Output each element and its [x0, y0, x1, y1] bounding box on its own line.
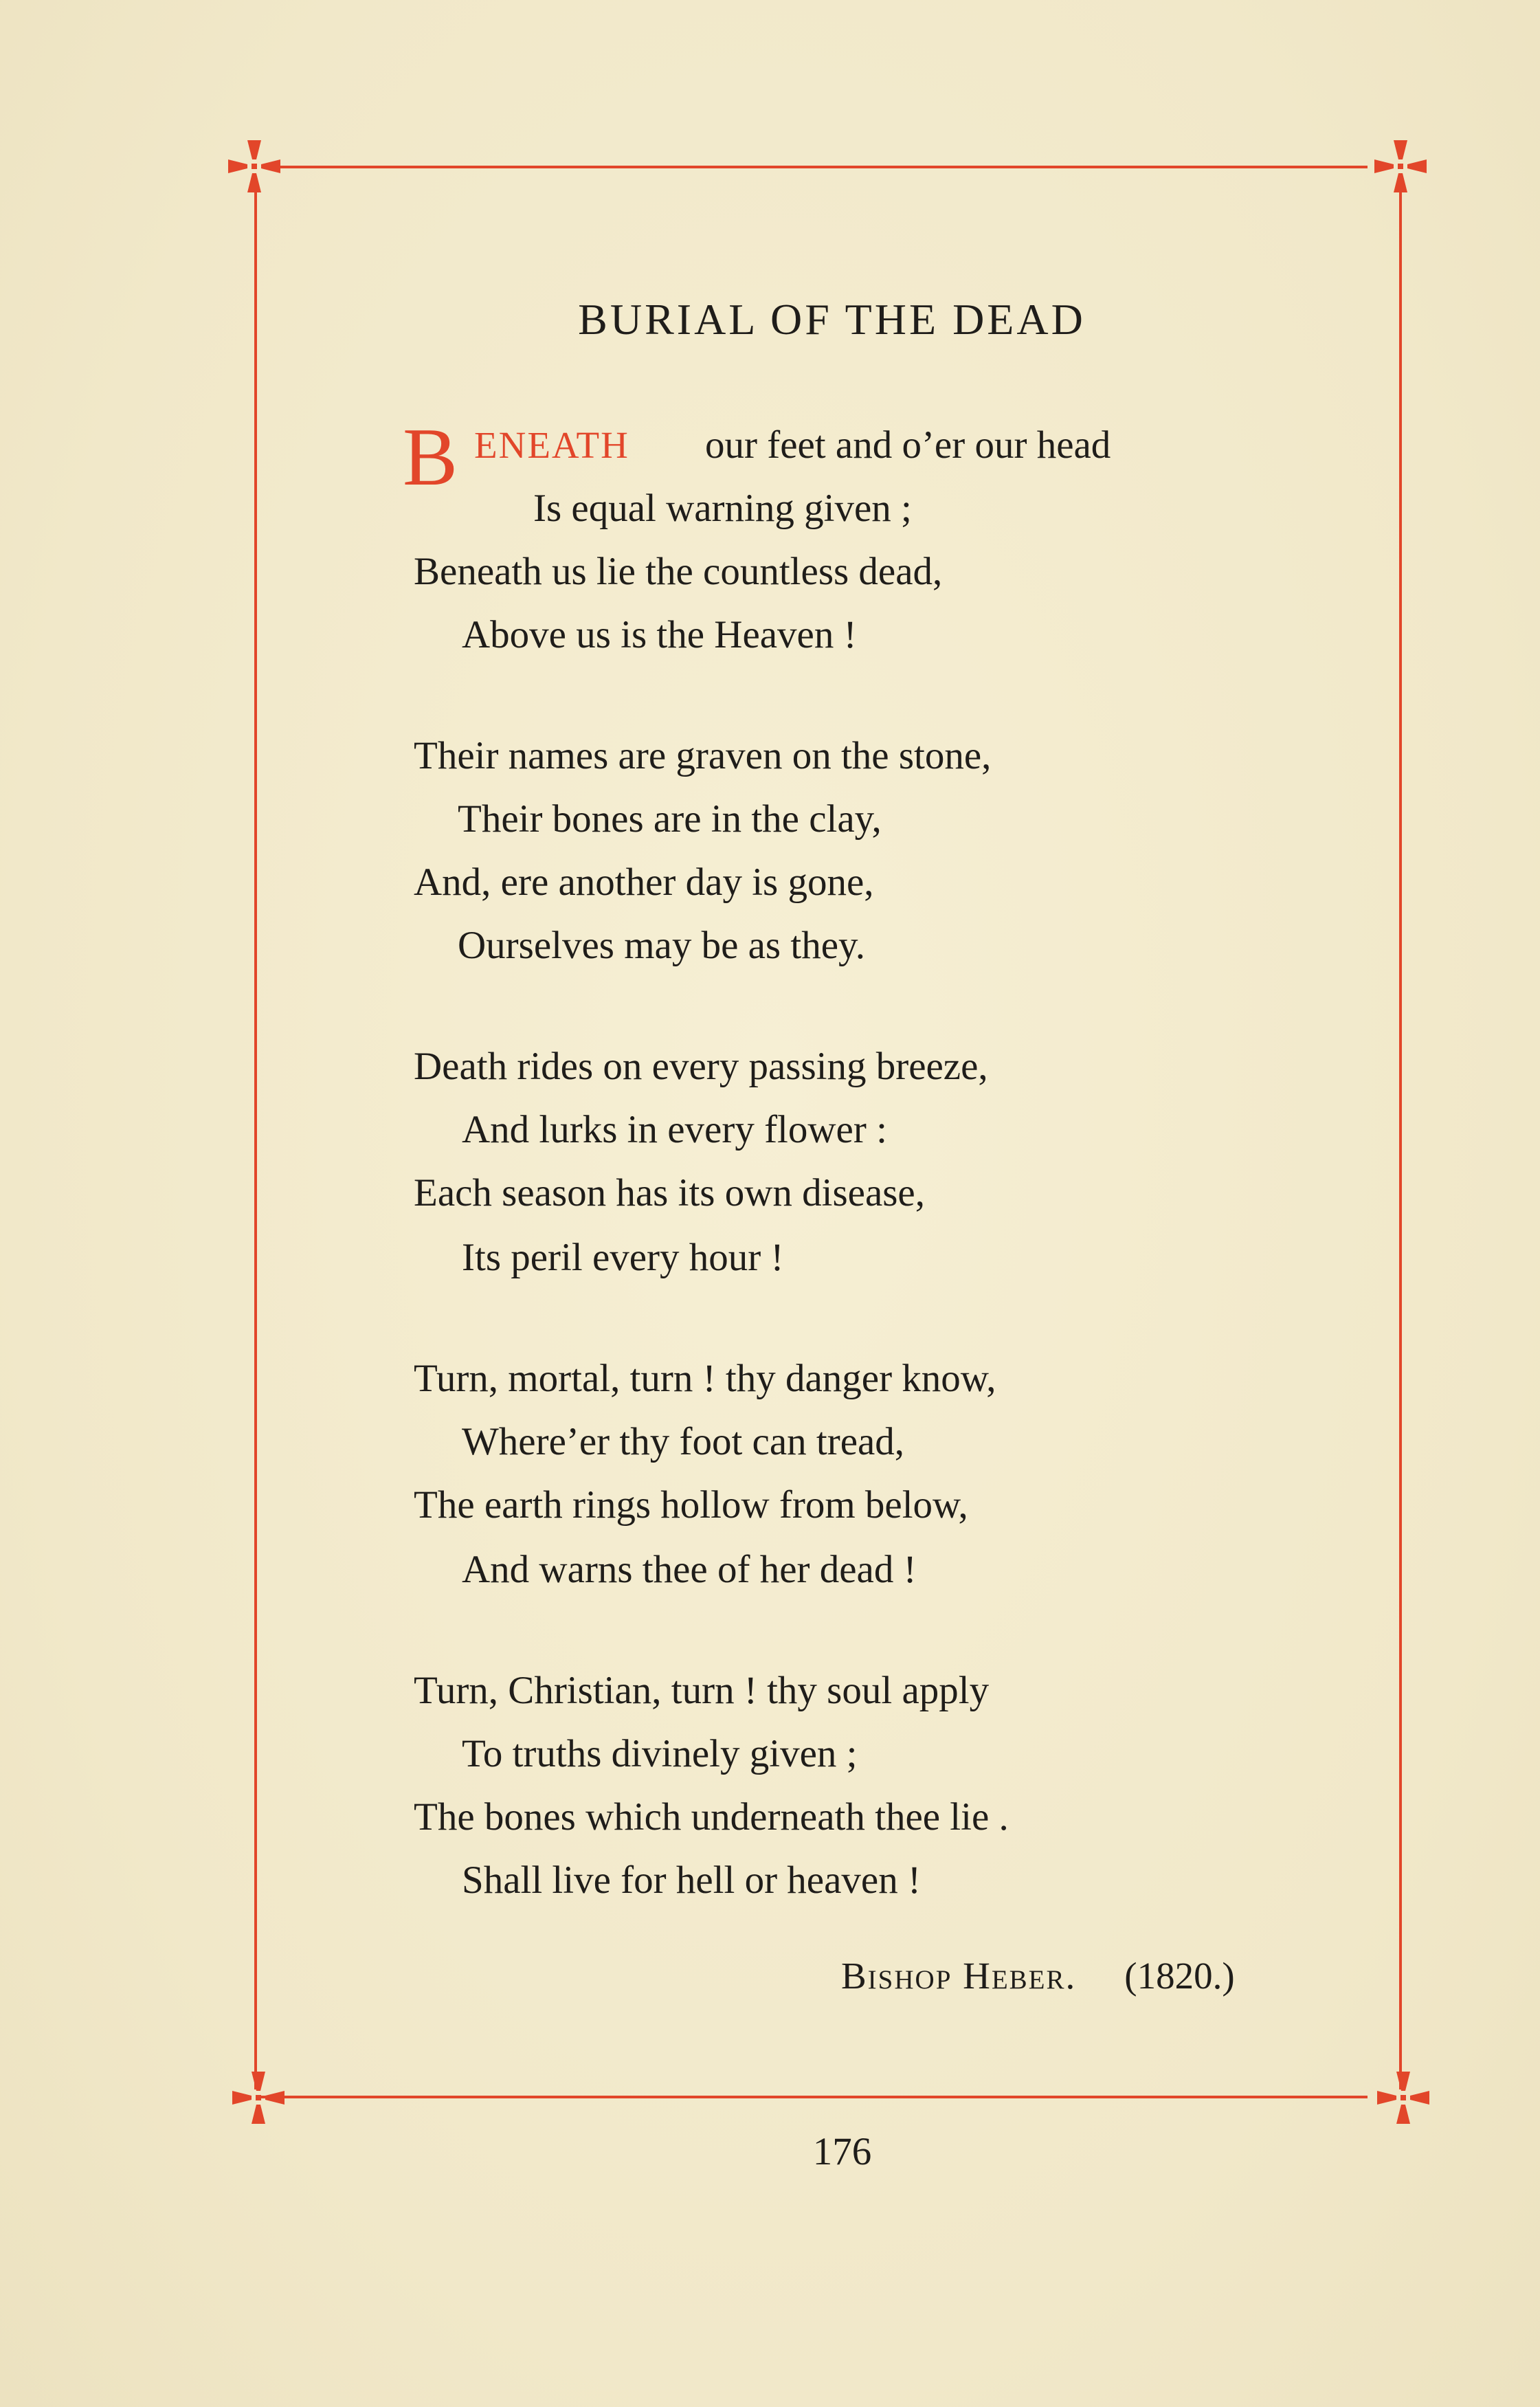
- attribution: [841, 1954, 1235, 1997]
- border-right: [1399, 186, 1402, 2089]
- poem-line: Above us is the Heaven !: [462, 613, 857, 656]
- poem-line: And lurks in every flower :: [462, 1108, 887, 1151]
- poem-line: Is equal warning given ;: [533, 487, 912, 530]
- page-number: 176: [812, 2130, 872, 2173]
- poem-line: Ourselves may be as they.: [458, 924, 866, 967]
- poem-line: Each season has its own disease,: [414, 1171, 925, 1214]
- poem-line: The earth rings hollow from below,: [414, 1483, 968, 1527]
- poem-line: And, ere another day is gone,: [414, 861, 874, 904]
- cross-pattee-icon: [231, 2070, 286, 2125]
- first-word-rest: ENEATH: [474, 424, 629, 466]
- poem-line: Their bones are in the clay,: [458, 797, 882, 841]
- poem-line: Turn, mortal, turn ! thy danger know,: [414, 1357, 996, 1400]
- cross-pattee-icon: [1376, 2070, 1431, 2125]
- poem-line: Turn, Christian, turn ! thy soul apply: [414, 1669, 990, 1712]
- poem-line: To truths divinely given ;: [462, 1732, 858, 1775]
- border-top: [261, 166, 1368, 168]
- poem-line: Where’er thy foot can tread,: [462, 1420, 905, 1463]
- poem-line: The bones which underneath thee lie .: [414, 1795, 1009, 1839]
- poem-line: Its peril every hour !: [462, 1236, 784, 1279]
- drop-cap: B: [403, 411, 458, 502]
- poem-line: Beneath us lie the countless dead,: [414, 550, 943, 593]
- poem-line: And warns thee of her dead !: [462, 1548, 917, 1591]
- author-name: Bishop Heber.: [841, 1955, 1077, 1997]
- border-bottom: [261, 2096, 1368, 2098]
- poem-line: Death rides on every passing breeze,: [414, 1045, 988, 1088]
- publication-year: (1820.): [1124, 1955, 1235, 1997]
- cross-pattee-icon: [1373, 139, 1428, 194]
- border-left: [254, 186, 257, 2089]
- poem-line: our feet and o’er our head: [705, 423, 1111, 467]
- page-title: BURIAL OF THE DEAD: [578, 295, 1086, 344]
- poem-line: Their names are graven on the stone,: [414, 734, 992, 777]
- poem-line: Shall live for hell or heaven !: [462, 1859, 921, 1902]
- cross-pattee-icon: [227, 139, 282, 194]
